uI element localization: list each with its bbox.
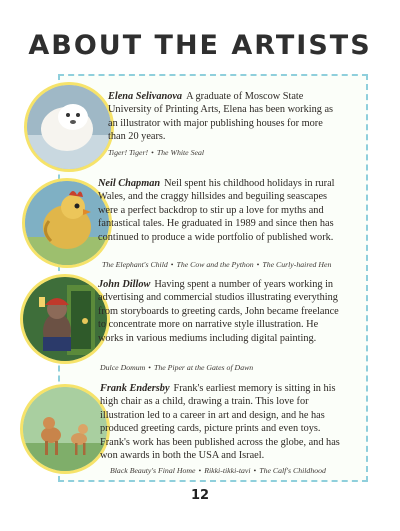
work-title: The Cow and the Python <box>176 260 254 269</box>
artist-name: John Dillow <box>98 279 151 290</box>
artist-bio: Neil spent his childhood holidays in rural Wales, and the craggy hillsides and beguiling seascapes were a perfect backdrop to stir up a love for myths and fantastical tales. He graduated in 1989 and since then has continued to produce a wide portfolio of published work. <box>98 178 335 243</box>
artist-name: Frank Endersby <box>100 383 170 394</box>
artist-bio: Having spent a number of years working in advertising and commercial studios illustrating everything from storyboards to greeting cards, John became freelance to concentrate more on narrative style illustration. He works in various mediums including digital painting. <box>98 279 339 344</box>
white-seal-icon <box>24 82 114 172</box>
artist-bio: A graduate of Moscow State University of Printing Arts, Elena has been working as an illustrator with major publishing houses for more than 20 years. <box>108 91 334 143</box>
deer-family-icon <box>20 384 110 474</box>
artist-bio: Frank's earliest memory is sitting in his high chair as a child, drawing a train. This love for illustration led to a career in art and design, and he has produced greeting cards, picture prints and even toys. Frank's work has been published across the globe, and has won awards in both the USA and Israel. <box>100 383 340 462</box>
artist-works: Tiger! Tiger! • The White Seal <box>108 148 205 157</box>
work-title: Tiger! Tiger! <box>108 148 149 157</box>
mole-at-door-icon <box>20 274 110 364</box>
work-title: Black Beauty's Final Home <box>110 466 196 475</box>
artist-name: Neil Chapman <box>98 178 161 189</box>
artist-works: Black Beauty's Final Home • Rikki-tikki-tavi • The Calf's Childhood <box>110 466 326 475</box>
page-number: 12 <box>190 488 210 503</box>
page-title: ABOUT THE ARTISTS <box>28 30 372 61</box>
work-title: The Piper at the Gates of Dawn <box>154 363 254 372</box>
artist-bio-block <box>98 278 342 345</box>
work-title: The White Seal <box>156 148 205 157</box>
work-title: The Calf's Childhood <box>259 466 326 475</box>
work-title: The Curly-haired Hen <box>262 260 332 269</box>
artist-bio-block <box>100 382 344 462</box>
work-title: Dulce Domum <box>100 363 146 372</box>
work-title: Rikki-tikki-tavi <box>204 466 251 475</box>
artist-bio-block <box>108 90 342 144</box>
artist-works: Dulce Domum • The Piper at the Gates of Dawn <box>100 363 254 372</box>
work-title: The Elephant's Child <box>102 260 168 269</box>
artist-works: The Elephant's Child • The Cow and the Python • The Curly-haired Hen <box>102 260 332 269</box>
artist-name: Elena Selivanova <box>108 91 183 102</box>
artist-bio-block <box>98 177 342 244</box>
